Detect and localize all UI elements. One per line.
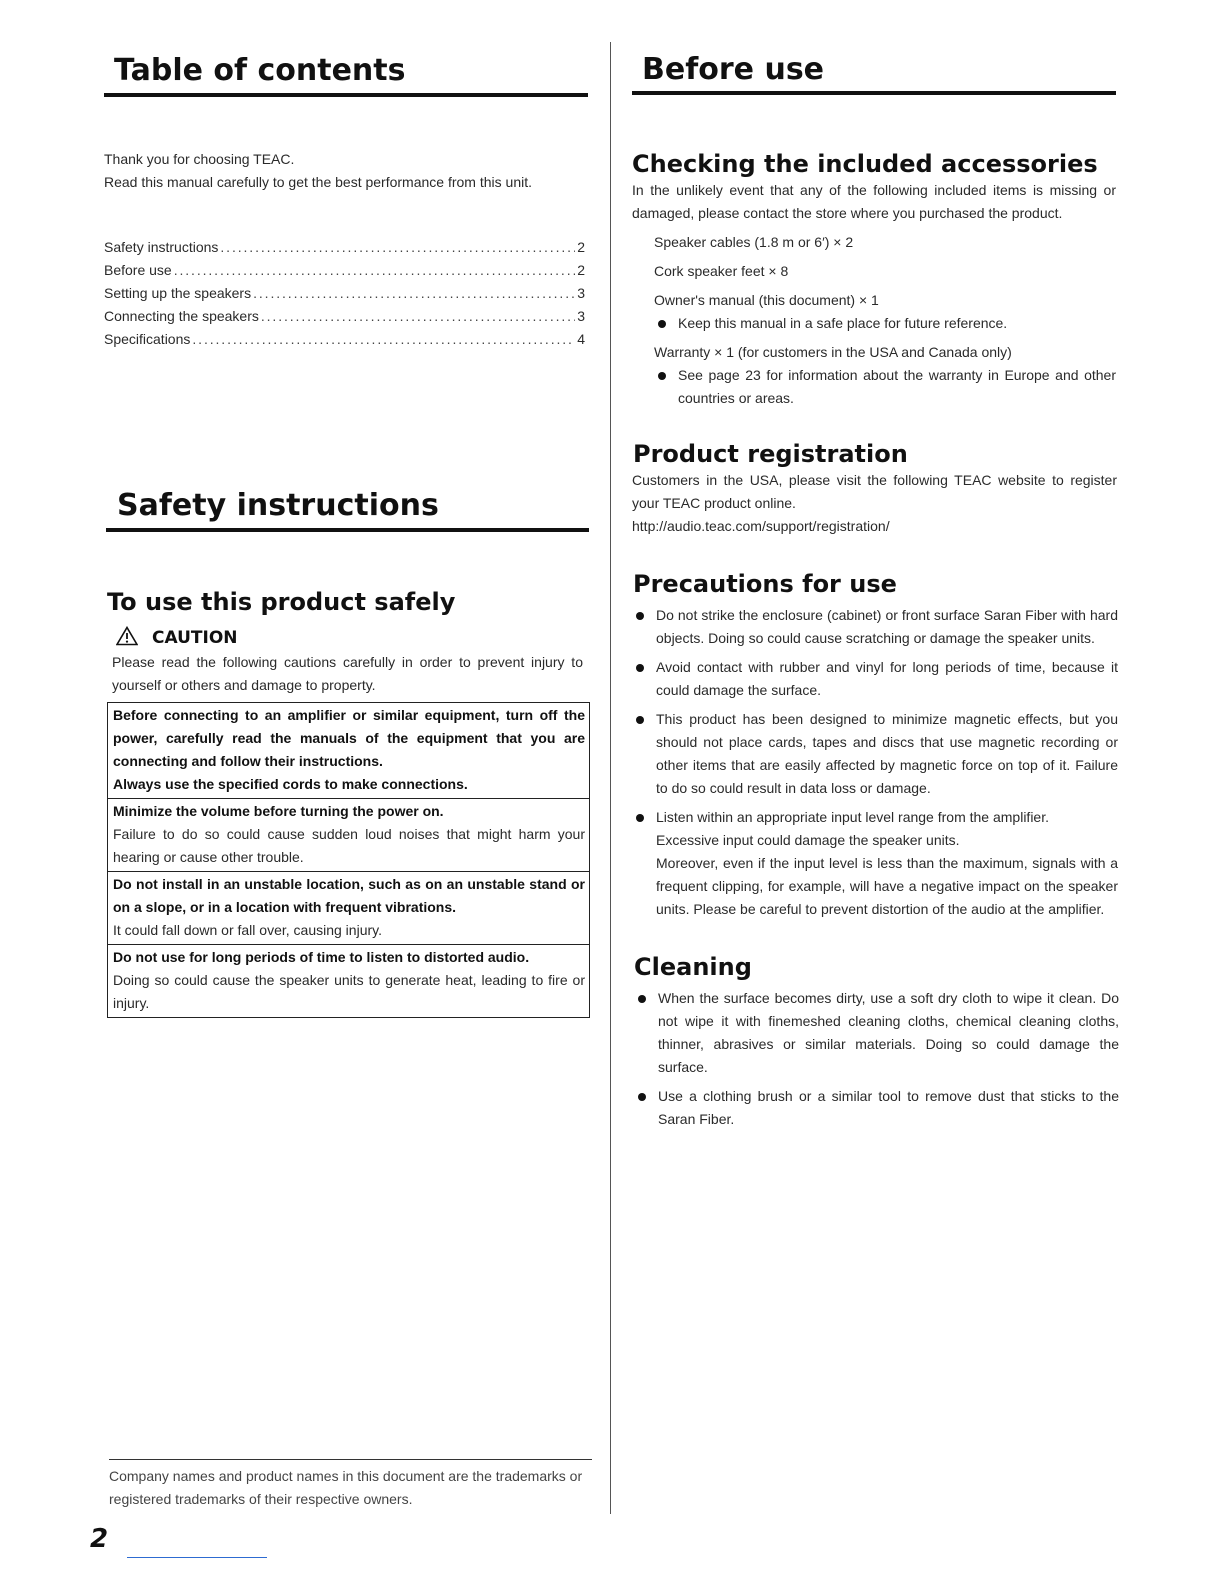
precaution-line: Listen within an appropriate input level range from the amplifier. — [656, 809, 1049, 825]
precautions-heading: Precautions for use — [633, 570, 897, 598]
toc-intro-line: Thank you for choosing TEAC. — [104, 151, 295, 167]
caution-row — [108, 703, 590, 799]
caution-body-text: It could fall down or fall over, causing injury. — [113, 922, 382, 938]
page-number-rule — [127, 1557, 267, 1558]
caution-text: Please read the following cautions carefully in order to prevent injury to yourself or others and damage to property. — [112, 654, 583, 693]
toc-entry-page: 3 — [577, 308, 585, 324]
toc-entry-label: Before use — [104, 262, 172, 278]
toc-entry[interactable] — [104, 236, 585, 259]
toc-entry[interactable] — [104, 259, 585, 282]
cleaning-item: When the surface becomes dirty, use a soft dry cloth to wipe it clean. Do not wipe it with finemeshed cleaning cloths, chemical cleaning cloths, thinner, abrasives or similar materials. Doing so could damage the surface. — [634, 987, 1119, 1079]
precaution-line: Moreover, even if the input level is less than the maximum, signals with a frequent clipping, for example, will have a negative impact on the speaker units. Please be careful to prevent distortion of the audio at the amplifier. — [656, 855, 1118, 917]
safety-heading: Safety instructions — [117, 488, 439, 523]
toc-entry-label: Connecting the speakers — [104, 308, 259, 324]
caution-cell — [108, 703, 590, 799]
toc-entry-label: Safety instructions — [104, 239, 219, 255]
accessory-note: Keep this manual in a safe place for future reference. — [654, 312, 1116, 335]
cleaning-heading: Cleaning — [634, 953, 752, 981]
accessories-list — [654, 231, 1116, 416]
precaution-item: Avoid contact with rubber and vinyl for long periods of time, because it could damage the surface. — [632, 656, 1118, 702]
caution-cell — [108, 799, 590, 872]
caution-label: CAUTION — [152, 628, 238, 648]
accessory-note: See page 23 for information about the warranty in Europe and other countries or areas. — [654, 364, 1116, 410]
precaution-item: This product has been designed to minimize magnetic effects, but you should not place cards, tapes and discs that use magnetic recording or other items that are easily affected by magnetic force on top of it. Failure to do so could result in data loss or damage. — [632, 708, 1118, 800]
toc-entry[interactable] — [104, 282, 585, 305]
toc-intro-line: Read this manual carefully to get the best performance from this unit. — [104, 174, 532, 190]
toc-intro — [104, 148, 584, 194]
precaution-item — [632, 806, 1118, 921]
footnote-text: Company names and product names in this document are the trademarks or registered trademarks of their respective owners. — [109, 1468, 583, 1507]
toc-entry-page: 4 — [577, 331, 585, 347]
safety-subheading: To use this product safely — [107, 588, 456, 616]
registration-text: Customers in the USA, please visit the following TEAC website to register your TEAC product online. — [632, 472, 1117, 511]
registration-heading: Product registration — [633, 440, 908, 468]
column-divider — [610, 42, 611, 1514]
caution-body-text: Failure to do so could cause sudden loud noises that might harm your hearing or cause other trouble. — [113, 826, 585, 865]
toc-entry[interactable] — [104, 328, 585, 351]
toc-list — [104, 236, 585, 351]
toc-entry-label: Specifications — [104, 331, 191, 347]
accessory-item: Speaker cables (1.8 m or 6′) × 2 — [654, 234, 854, 250]
caution-cell — [108, 872, 590, 945]
footnote-rule — [109, 1459, 592, 1460]
before-use-heading: Before use — [642, 52, 825, 87]
toc-entry-page: 2 — [577, 262, 585, 278]
caution-bold-text: Minimize the volume before turning the power on. — [113, 803, 444, 819]
toc-entry-page: 2 — [577, 239, 585, 255]
warning-triangle-icon — [116, 626, 138, 651]
safety-heading-rule — [106, 528, 589, 532]
accessory-item: Cork speaker feet × 8 — [654, 263, 789, 279]
caution-row — [108, 945, 590, 1018]
accessory-item: Warranty × 1 (for customers in the USA and Canada only) — [654, 344, 1012, 360]
caution-row — [108, 872, 590, 945]
precautions-list — [632, 604, 1118, 921]
before-use-heading-rule — [632, 91, 1116, 95]
toc-entry-label: Setting up the speakers — [104, 285, 252, 301]
registration-url[interactable]: http://audio.teac.com/support/registration/ — [632, 518, 890, 534]
cleaning-item: Use a clothing brush or a similar tool to remove dust that sticks to the Saran Fiber. — [634, 1085, 1119, 1131]
caution-bold-text: Before connecting to an amplifier or similar equipment, turn off the power, carefully read the manuals of the equipment that you are connecting and follow their instructions. — [113, 707, 585, 769]
caution-bold-text: Always use the specified cords to make connections. — [113, 776, 468, 792]
toc-heading-rule — [104, 93, 588, 97]
caution-body-text: Doing so could cause the speaker units to generate heat, leading to fire or injury. — [113, 972, 585, 1011]
accessories-heading: Checking the included accessories — [632, 150, 1098, 178]
toc-entry[interactable] — [104, 305, 585, 328]
caution-row — [108, 799, 590, 872]
caution-cell — [108, 945, 590, 1018]
caution-bold-text: Do not install in an unstable location, such as on an unstable stand or on a slope, or in a location with frequent vibrations. — [113, 876, 585, 915]
page-number: 2 — [90, 1524, 109, 1554]
toc-heading: Table of contents — [114, 53, 406, 88]
caution-label-row — [116, 627, 238, 649]
toc-entry-page: 3 — [577, 285, 585, 301]
precaution-item: Do not strike the enclosure (cabinet) or front surface Saran Fiber with hard objects. Doing so could cause scratching or damage the speaker units. — [632, 604, 1118, 650]
accessories-intro: In the unlikely event that any of the following included items is missing or damaged, please contact the store where you purchased the product. — [632, 182, 1116, 221]
caution-table — [107, 702, 590, 1018]
precaution-line: Excessive input could damage the speaker units. — [656, 832, 960, 848]
accessory-item: Owner's manual (this document) × 1 — [654, 292, 879, 308]
caution-bold-text: Do not use for long periods of time to listen to distorted audio. — [113, 949, 530, 965]
cleaning-list — [634, 987, 1119, 1131]
